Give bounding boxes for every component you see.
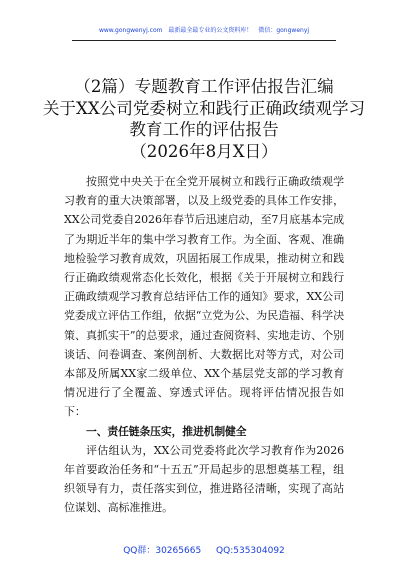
wechat-id: 微信：gongwenyj [258,27,310,34]
site-slogan: 最新最全最专业的公文资料库！ [168,27,253,34]
site-header [0,25,408,34]
document-body [64,172,344,518]
qq-group: QQ群：30265665 [123,546,202,556]
site-url[interactable]: www.gongwenyj.com [98,27,163,34]
intro-paragraph: 按照党中央关于在全党开展树立和践行正确政绩观学习教育的重大决策部署，以及上级党委的具体工作安排，XX公司党委自2026年春节后迅速启动，至7月底基本完成了为期近半年的集中学习教育工作。为全面、客观、准确地检验学习教育成效，巩固拓展工作成果，推动树立和践行正确政绩观常态化长效化，根据《关于开展树立和践行正确政绩观学习教育总结评估工作的通知》要求，XX公司党委成立评估工作组，依据“立党为公、为民造福、科学决策、真抓实干”的总要求，通过查阅资料、实地走访、个别谈话、问卷调查、案例剖析、大数据比对等方式，对公司本部及所属XX家二级单位、XX个基层党支部的学习教育情况进行了全覆盖、穿透式评估。现将评估情况报告如下： [64,175,344,419]
title-line-1: （2篇）专题教育工作评估报告汇编 [74,77,334,96]
header-divider [72,40,336,41]
title-date: （2026年8月X日） [130,141,278,161]
section-1-paragraph: 评估组认为，XX公司党委将此次学习教育作为2026年首要政治任务和“十五五”开局起步的思想奠基工程，组织领导有力，责任落实到位，推进路径清晰，实现了高站位谋划、高标准推进。 [64,443,344,515]
section-heading-1: 一、责任链条压实，推进机制健全 [86,424,247,438]
page-footer [0,543,408,556]
title-line-3: 教育工作的评估报告 [129,120,279,139]
title-line-2: 关于XX公司党委树立和践行正确政绩观学习 [42,98,366,118]
qq-contact: QQ:535304092 [216,546,285,556]
document-title [40,76,368,162]
